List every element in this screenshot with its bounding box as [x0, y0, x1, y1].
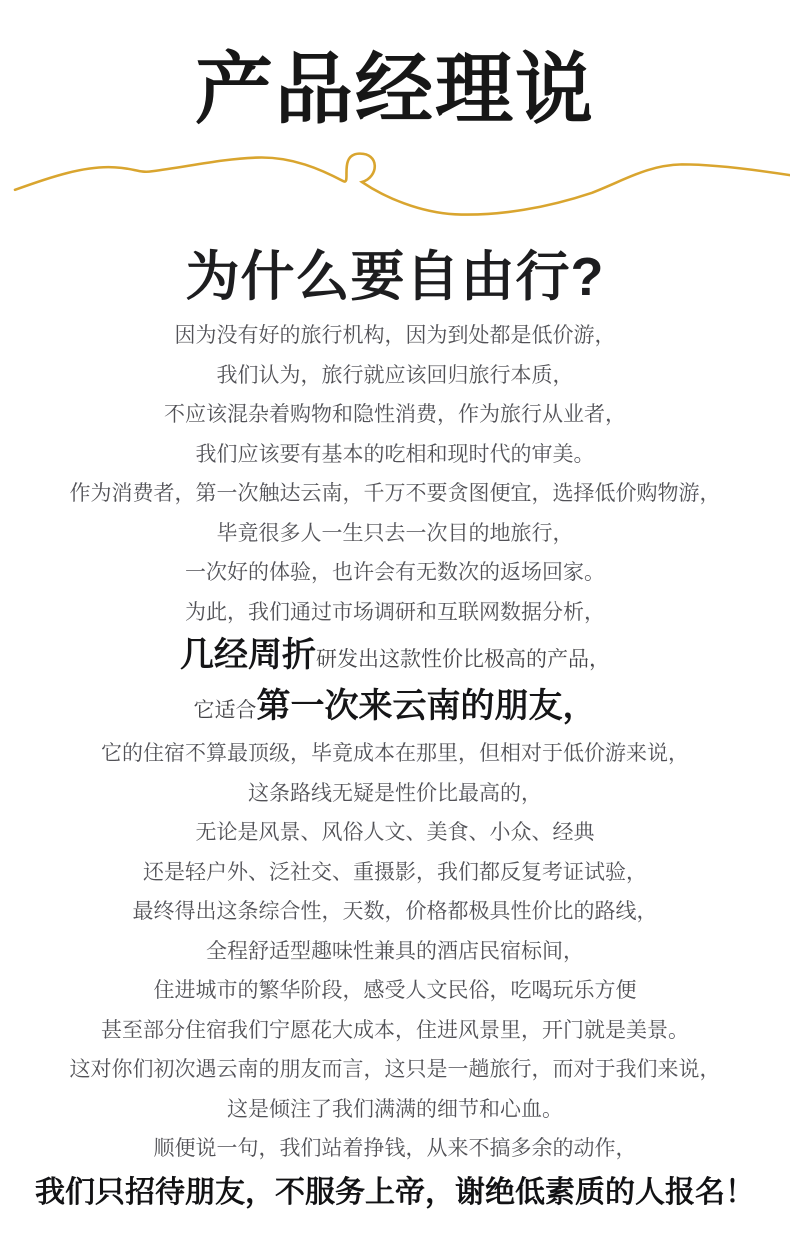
paragraph-line: [0, 932, 790, 972]
paragraph-segment: 第一次来云南的朋友，: [256, 687, 597, 725]
paragraph-segment: 无论是风景、风俗人文、美食、小众、经典: [195, 821, 595, 844]
paragraph-line: [0, 892, 790, 932]
paragraph-line: [0, 971, 790, 1011]
paragraph-line: [0, 593, 790, 633]
paragraph-segment: 为此，我们通过市场调研和互联网数据分析，: [185, 600, 605, 624]
paragraph-segment: 这条路线无疑是性价比最高的，: [248, 781, 542, 805]
paragraph-line: [0, 553, 790, 593]
paragraph-segment: 住进城市的繁华阶段，感受人文民俗，吃喝玩乐方便: [153, 979, 637, 1002]
paragraph-line: [0, 1050, 790, 1090]
paragraph-line: [0, 1129, 790, 1169]
paragraph-segment: 我们应该要有基本的吃相和现时代的审美。: [195, 442, 595, 466]
paragraph-segment: 研发出这款性价比极高的产品，: [316, 648, 610, 671]
article-body: [0, 316, 790, 1218]
paragraph-line: [0, 1090, 790, 1130]
wave-divider-icon: [0, 138, 790, 228]
paragraph-segment: 这对你们初次遇云南的朋友而言，这只是一趟旅行，而对于我们来说，: [69, 1058, 721, 1081]
page-title: 产品经理说: [194, 45, 595, 135]
paragraph-line: [0, 395, 790, 435]
paragraph-line: [0, 774, 790, 814]
paragraph-segment: 它适合: [193, 699, 257, 722]
paragraph-segment: 最终得出这条综合性，天数，价格都极具性价比的路线，: [132, 900, 658, 923]
paragraph-line: [0, 1171, 790, 1218]
paragraph-line: [0, 853, 790, 893]
paragraph-line: [0, 435, 790, 475]
paragraph-line: [0, 632, 790, 683]
paragraph-segment: 我们只招待朋友，不服务上帝，谢绝低素质的人报名！: [35, 1175, 755, 1209]
paragraph-segment: 顺便说一句，我们站着挣钱，从来不搞多余的动作，: [153, 1137, 637, 1160]
paragraph-segment: 还是轻户外、泛社交、重摄影，我们都反复考证试验，: [143, 860, 647, 884]
paragraph-segment: 它的住宿不算最顶级，毕竟成本在那里，但相对于低价游来说，: [101, 742, 689, 765]
paragraph-segment: 因为没有好的旅行机构，因为到处都是低价游，: [174, 324, 616, 347]
paragraph-line: [0, 316, 790, 356]
paragraph-line: [0, 813, 790, 853]
paragraph-segment: 全程舒适型趣味性兼具的酒店民宿标间，: [206, 939, 584, 963]
paragraph-segment: 不应该混杂着购物和隐性消费，作为旅行从业者，: [164, 403, 626, 426]
paragraph-line: [0, 734, 790, 774]
paragraph-line: [0, 474, 790, 514]
paragraph-segment: 一次好的体验，也许会有无数次的返场回家。: [185, 561, 605, 584]
paragraph-segment: 毕竟很多人一生只去一次目的地旅行，: [216, 521, 574, 545]
paragraph-line: [0, 1011, 790, 1051]
paragraph-segment: 几经周折: [180, 636, 316, 674]
article-heading: 为什么要自由行?: [185, 247, 605, 307]
paragraph-line: [0, 356, 790, 396]
paragraph-segment: 甚至部分住宿我们宁愿花大成本，住进风景里，开门就是美景。: [101, 1018, 689, 1042]
paragraph-segment: 这是倾注了我们满满的细节和心血。: [227, 1097, 563, 1121]
paragraph-line: [0, 683, 790, 734]
paragraph-line: [0, 514, 790, 554]
paragraph-segment: 作为消费者，第一次触达云南，千万不要贪图便宜，选择低价购物游，: [69, 482, 721, 505]
paragraph-segment: 我们认为，旅行就应该回归旅行本质，: [216, 363, 574, 387]
